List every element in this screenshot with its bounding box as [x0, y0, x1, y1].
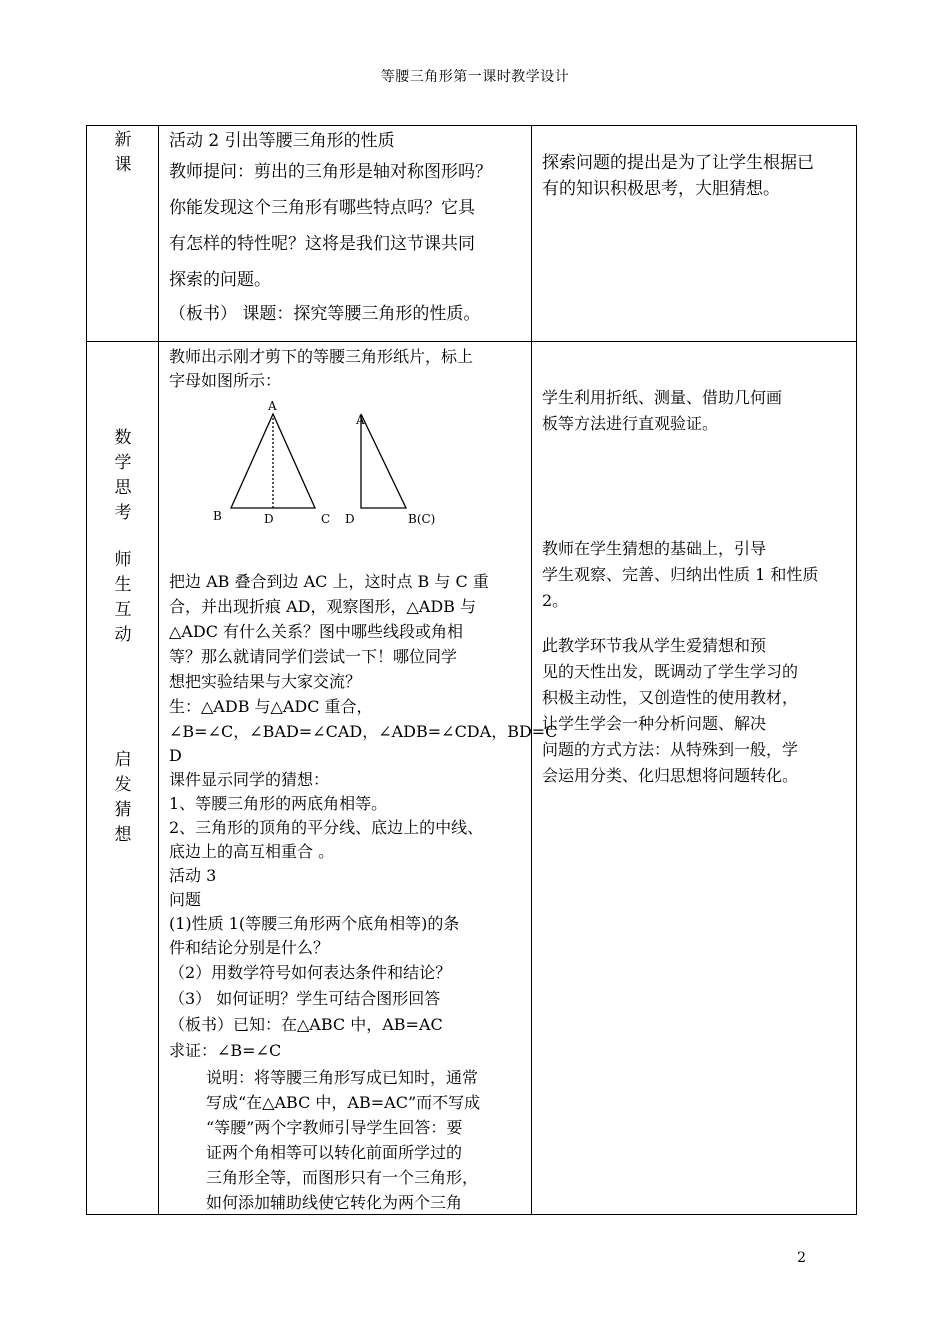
figure-label: D: [345, 512, 355, 526]
label-char: 思: [114, 478, 132, 498]
row1-middle: [169, 128, 529, 330]
column-divider: [531, 126, 532, 1214]
label-char: 发: [114, 775, 132, 795]
text-line: 会运用分类、化归思想将问题转化。: [542, 766, 799, 785]
label-char: 启: [114, 750, 132, 770]
label-char: 考: [114, 503, 132, 523]
text-line: 件和结论分别是什么？: [169, 938, 330, 957]
text-line: 学生利用折纸、测量、借助几何画: [542, 388, 783, 407]
text-line: （板书）已知：在△ABC 中，AB=AC: [169, 1015, 443, 1034]
text-line: 合，并出现折痕 AD，观察图形，△ADB 与: [169, 597, 477, 616]
text-line: 教师出示刚才剪下的等腰三角形纸片，标上: [169, 347, 474, 366]
folded-triangle: [361, 414, 406, 508]
label-char: 猜: [114, 800, 132, 820]
row2-right-block3: [542, 633, 854, 789]
text-line: 2、三角形的顶角的平分线、底边上的中线、: [169, 818, 484, 837]
text-line: 等？那么就请同学们尝试一下！哪位同学: [169, 647, 458, 666]
row1-right: [542, 150, 854, 202]
page-number: 2: [797, 1250, 806, 1266]
text-line: 学生观察、完善、归纳出性质 1 和性质: [542, 565, 819, 584]
text-line: 探索问题的提出是为了让学生根据已: [542, 153, 814, 173]
text-line: 证两个角相等可以转化前面所学过的: [206, 1143, 463, 1162]
text-line: “等腰”两个字教师引导学生回答：要: [206, 1118, 463, 1137]
text-line: 如何添加辅助线使它转化为两个三角: [206, 1193, 463, 1212]
text-line: 有的知识积极思考，大胆猜想。: [542, 179, 780, 199]
text-line: 想把实验结果与大家交流？: [169, 672, 362, 691]
figure-label: A: [356, 413, 365, 427]
figure-label: C: [321, 512, 331, 526]
row2-right-block2: [542, 536, 854, 614]
label-char: 生: [114, 575, 132, 595]
row2-right-block1: [542, 385, 854, 437]
text-line: （板书） 课题：探究等腰三角形的性质。: [169, 304, 481, 324]
column-divider: [158, 126, 159, 1214]
isosceles-triangle: [231, 414, 315, 508]
figure-label: A: [268, 399, 277, 413]
text-line: 生：△ADB 与△ADC 重合，: [169, 697, 373, 716]
text-line: 让学生学会一种分析问题、解决: [542, 714, 767, 733]
label-char: 学: [114, 453, 132, 473]
text-line: △ADC 有什么关系？图中哪些线段或角相: [169, 622, 464, 641]
text-line: 问题的方式方法：从特殊到一般，学: [542, 740, 799, 759]
text-line: 此教学环节我从学生爱猜想和预: [542, 636, 767, 655]
text-line: 课件显示同学的猜想：: [169, 770, 330, 789]
activity-title: 活动 2 引出等腰三角形的性质: [169, 131, 395, 151]
text-line: 字母如图所示：: [169, 371, 282, 390]
text-line: 见的天性出发，既调动了学生学习的: [542, 662, 799, 681]
label-char: 动: [114, 625, 132, 645]
text-line: 三角形全等，而图形只有一个三角形，: [206, 1168, 479, 1187]
label-char: 新: [114, 130, 132, 150]
text-line: 把边 AB 叠合到边 AC 上，这时点 B 与 C 重: [169, 572, 489, 591]
label-char: 想: [114, 825, 132, 845]
text-line: 写成“在△ABC 中，AB=AC”而不写成: [206, 1093, 481, 1112]
text-line: 积极主动性，又创造性的使用教材，: [542, 688, 799, 707]
row2-intro: [169, 345, 529, 393]
text-line: (1)性质 1(等腰三角形两个底角相等)的条: [169, 914, 460, 933]
text-line: 问题: [169, 890, 202, 909]
figure-label: B(C): [408, 512, 436, 526]
text-line: 求证：∠B=∠C: [169, 1041, 282, 1060]
page-header: 等腰三角形第一课时教学设计: [380, 69, 570, 85]
text-line: 底边上的高互相重合 。: [169, 842, 335, 861]
text-line: D: [169, 746, 182, 765]
text-line: 2。: [542, 591, 569, 610]
lesson-plan-table: [86, 125, 857, 1215]
text-line: 说明：将等腰三角形写成已知时，通常: [206, 1068, 479, 1087]
text-line: （3） 如何证明？学生可结合图形回答: [169, 989, 441, 1008]
text-line: ∠B=∠C，∠BAD=∠CAD，∠ADB=∠CDA，BD=C: [169, 722, 558, 741]
text-line: 活动 3: [169, 866, 217, 885]
text-line: 有怎样的特性呢？这将是我们这节课共同: [169, 234, 475, 254]
text-line: 板等方法进行直观验证。: [542, 414, 719, 433]
row-divider: [87, 341, 856, 342]
text-line: 你能发现这个三角形有哪些特点吗？它具: [169, 198, 475, 218]
label-char: 师: [114, 550, 132, 570]
figure-label: B: [213, 509, 222, 523]
text-line: 教师在学生猜想的基础上，引导: [542, 539, 767, 558]
text-line: 教师提问：剪出的三角形是轴对称图形吗？: [169, 162, 492, 182]
text-line: 探索的问题。: [169, 270, 271, 290]
text-line: 1、等腰三角形的两底角相等。: [169, 794, 388, 813]
label-char: 数: [114, 428, 132, 448]
triangle-figure: [207, 398, 447, 528]
row2-note: [206, 1065, 526, 1215]
label-char: 互: [114, 600, 132, 620]
row2-middle: [169, 569, 558, 1064]
text-line: （2）用数学符号如何表达条件和结论？: [169, 963, 452, 982]
figure-label: D: [264, 512, 274, 526]
label-char: 课: [114, 155, 132, 175]
